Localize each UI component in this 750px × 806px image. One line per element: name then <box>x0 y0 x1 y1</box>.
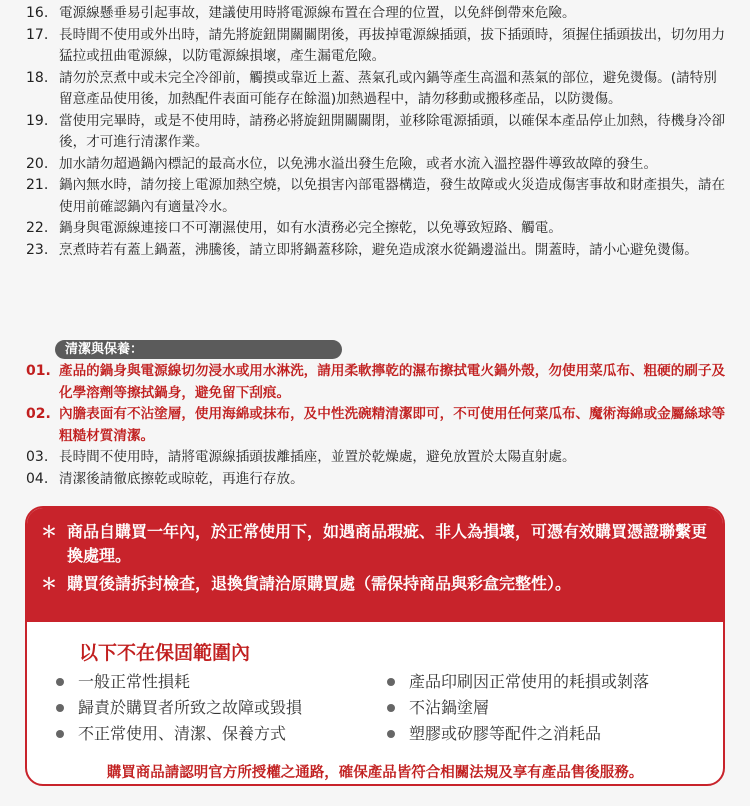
exclusion-item: 一般正常性損耗 <box>54 669 302 695</box>
item-text: 請勿於烹煮中或未完全冷卻前，觸摸或靠近上蓋、蒸氣孔或內鍋等產生高溫和蒸氣的部位，避免燙傷。(請特別留意產品使用後，加熱配件表面可能存在餘溫)加熱過程中，請勿移動或搬移產品，以防燙傷。 <box>59 69 717 107</box>
care-section-header: 清潔與保養： <box>55 340 342 359</box>
item-text: 電源線懸垂易引起事故，建議使用時將電源線布置在合理的位置，以免絆倒帶來危險。 <box>59 5 576 21</box>
item-number: 21. <box>26 177 49 193</box>
list-item <box>26 404 726 447</box>
list-item <box>26 240 726 262</box>
item-text: 產品的鍋身與電源線切勿浸水或用水淋洗，請用柔軟擰乾的濕布擦拭電火鍋外殼，勿使用菜瓜布、粗硬的刷子及化學溶劑等擦拭鍋身，避免留下刮痕。 <box>59 363 726 401</box>
item-number: 22. <box>26 220 49 236</box>
item-text: 當使用完畢時，或是不使用時，請務必將旋鈕開關關閉，並移除電源插頭，以確保本產品停止加熱，待機身冷卻後，才可進行清潔作業。 <box>59 112 726 150</box>
warranty-box <box>25 506 725 786</box>
item-number: 03. <box>26 449 49 465</box>
exclusion-item: 不沾鍋塗層 <box>385 695 649 721</box>
item-number: 20. <box>26 155 49 172</box>
return-note-text: 購買後請拆封檢查，退換貨請洽原購買處（需保持商品與彩盒完整性）。 <box>67 574 572 593</box>
exclusion-item: 不正常使用、清潔、保養方式 <box>54 721 302 747</box>
list-item <box>26 469 726 491</box>
item-number: 19. <box>26 112 49 129</box>
asterisk-icon: ＊ <box>41 574 58 593</box>
exclusion-item: 歸責於購買者所致之故障或毀損 <box>54 695 302 721</box>
item-text: 內膽表面有不沾塗層，使用海綿或抹布，及中性洗碗精清潔即可，不可使用任何菜瓜布、魔術海綿或金屬絲球等粗糙材質清潔。 <box>59 406 726 444</box>
item-number: 04. <box>26 470 49 487</box>
list-item <box>26 111 726 154</box>
item-number: 17. <box>26 26 49 43</box>
exclusions-left-list <box>54 669 302 747</box>
exclusions-right-list <box>385 669 649 747</box>
item-text: 加水請勿超過鍋內標記的最高水位，以免沸水溢出發生危險，或者水流入溫控器件導致故障的發生。 <box>59 155 658 172</box>
item-text: 鍋內無水時，請勿接上電源加熱空燒，以免損害內部電器構造，發生故障或火災造成傷害事故和財產損失，請在使用前確認鍋內有適量冷水。 <box>59 177 726 215</box>
list-item <box>26 361 726 404</box>
list-item <box>26 154 726 176</box>
list-item <box>26 218 726 240</box>
item-text: 鍋身與電源線連接口不可潮濕使用，如有水漬務必完全擦乾，以免導致短路、觸電。 <box>59 220 562 236</box>
item-number: 18. <box>26 69 49 86</box>
item-number: 01. <box>26 363 51 379</box>
exclusions-title: 以下不在保固範圍內 <box>79 642 251 664</box>
exclusion-item: 產品印刷因正常使用的耗損或剝落 <box>385 669 649 695</box>
warranty-footer: 購買商品請認明官方所授權之通路，確保產品皆符合相關法規及享有產品售後服務。 <box>106 765 644 781</box>
list-item <box>26 3 726 25</box>
asterisk-icon: ＊ <box>41 522 58 541</box>
list-item <box>26 175 726 218</box>
item-text: 長時間不使用或外出時，請先將旋鈕開關關閉後，再拔掉電源線插頭，拔下插頭時，須握住插頭拔出，切勿用力猛拉或扭曲電源線，以防電源線損壞，產生漏電危險。 <box>59 26 726 64</box>
warranty-banner <box>27 508 723 622</box>
care-list <box>26 361 726 490</box>
item-number: 02. <box>26 406 51 422</box>
list-item <box>26 447 726 469</box>
list-item <box>26 68 726 111</box>
return-note <box>41 572 711 596</box>
safety-list <box>26 3 726 261</box>
warranty-note <box>41 520 711 568</box>
exclusion-item: 塑膠或矽膠等配件之消耗品 <box>385 721 649 747</box>
item-text: 烹煮時若有蓋上鍋蓋，沸騰後，請立即將鍋蓋移除，避免造成滾水從鍋邊溢出。開蓋時，請小心避免燙傷。 <box>59 241 698 258</box>
item-text: 長時間不使用時，請將電源線插頭拔離插座，並置於乾燥處，避免放置於太陽直射處。 <box>59 449 576 465</box>
warranty-note-text: 商品自購買一年內，於正常使用下，如遇商品瑕疵、非人為損壞，可憑有效購買憑證聯繫更換處理。 <box>67 522 708 565</box>
item-text: 清潔後請徹底擦乾或晾乾，再進行存放。 <box>59 470 304 487</box>
item-number: 16. <box>26 5 49 21</box>
item-number: 23. <box>26 241 49 258</box>
list-item <box>26 25 726 68</box>
